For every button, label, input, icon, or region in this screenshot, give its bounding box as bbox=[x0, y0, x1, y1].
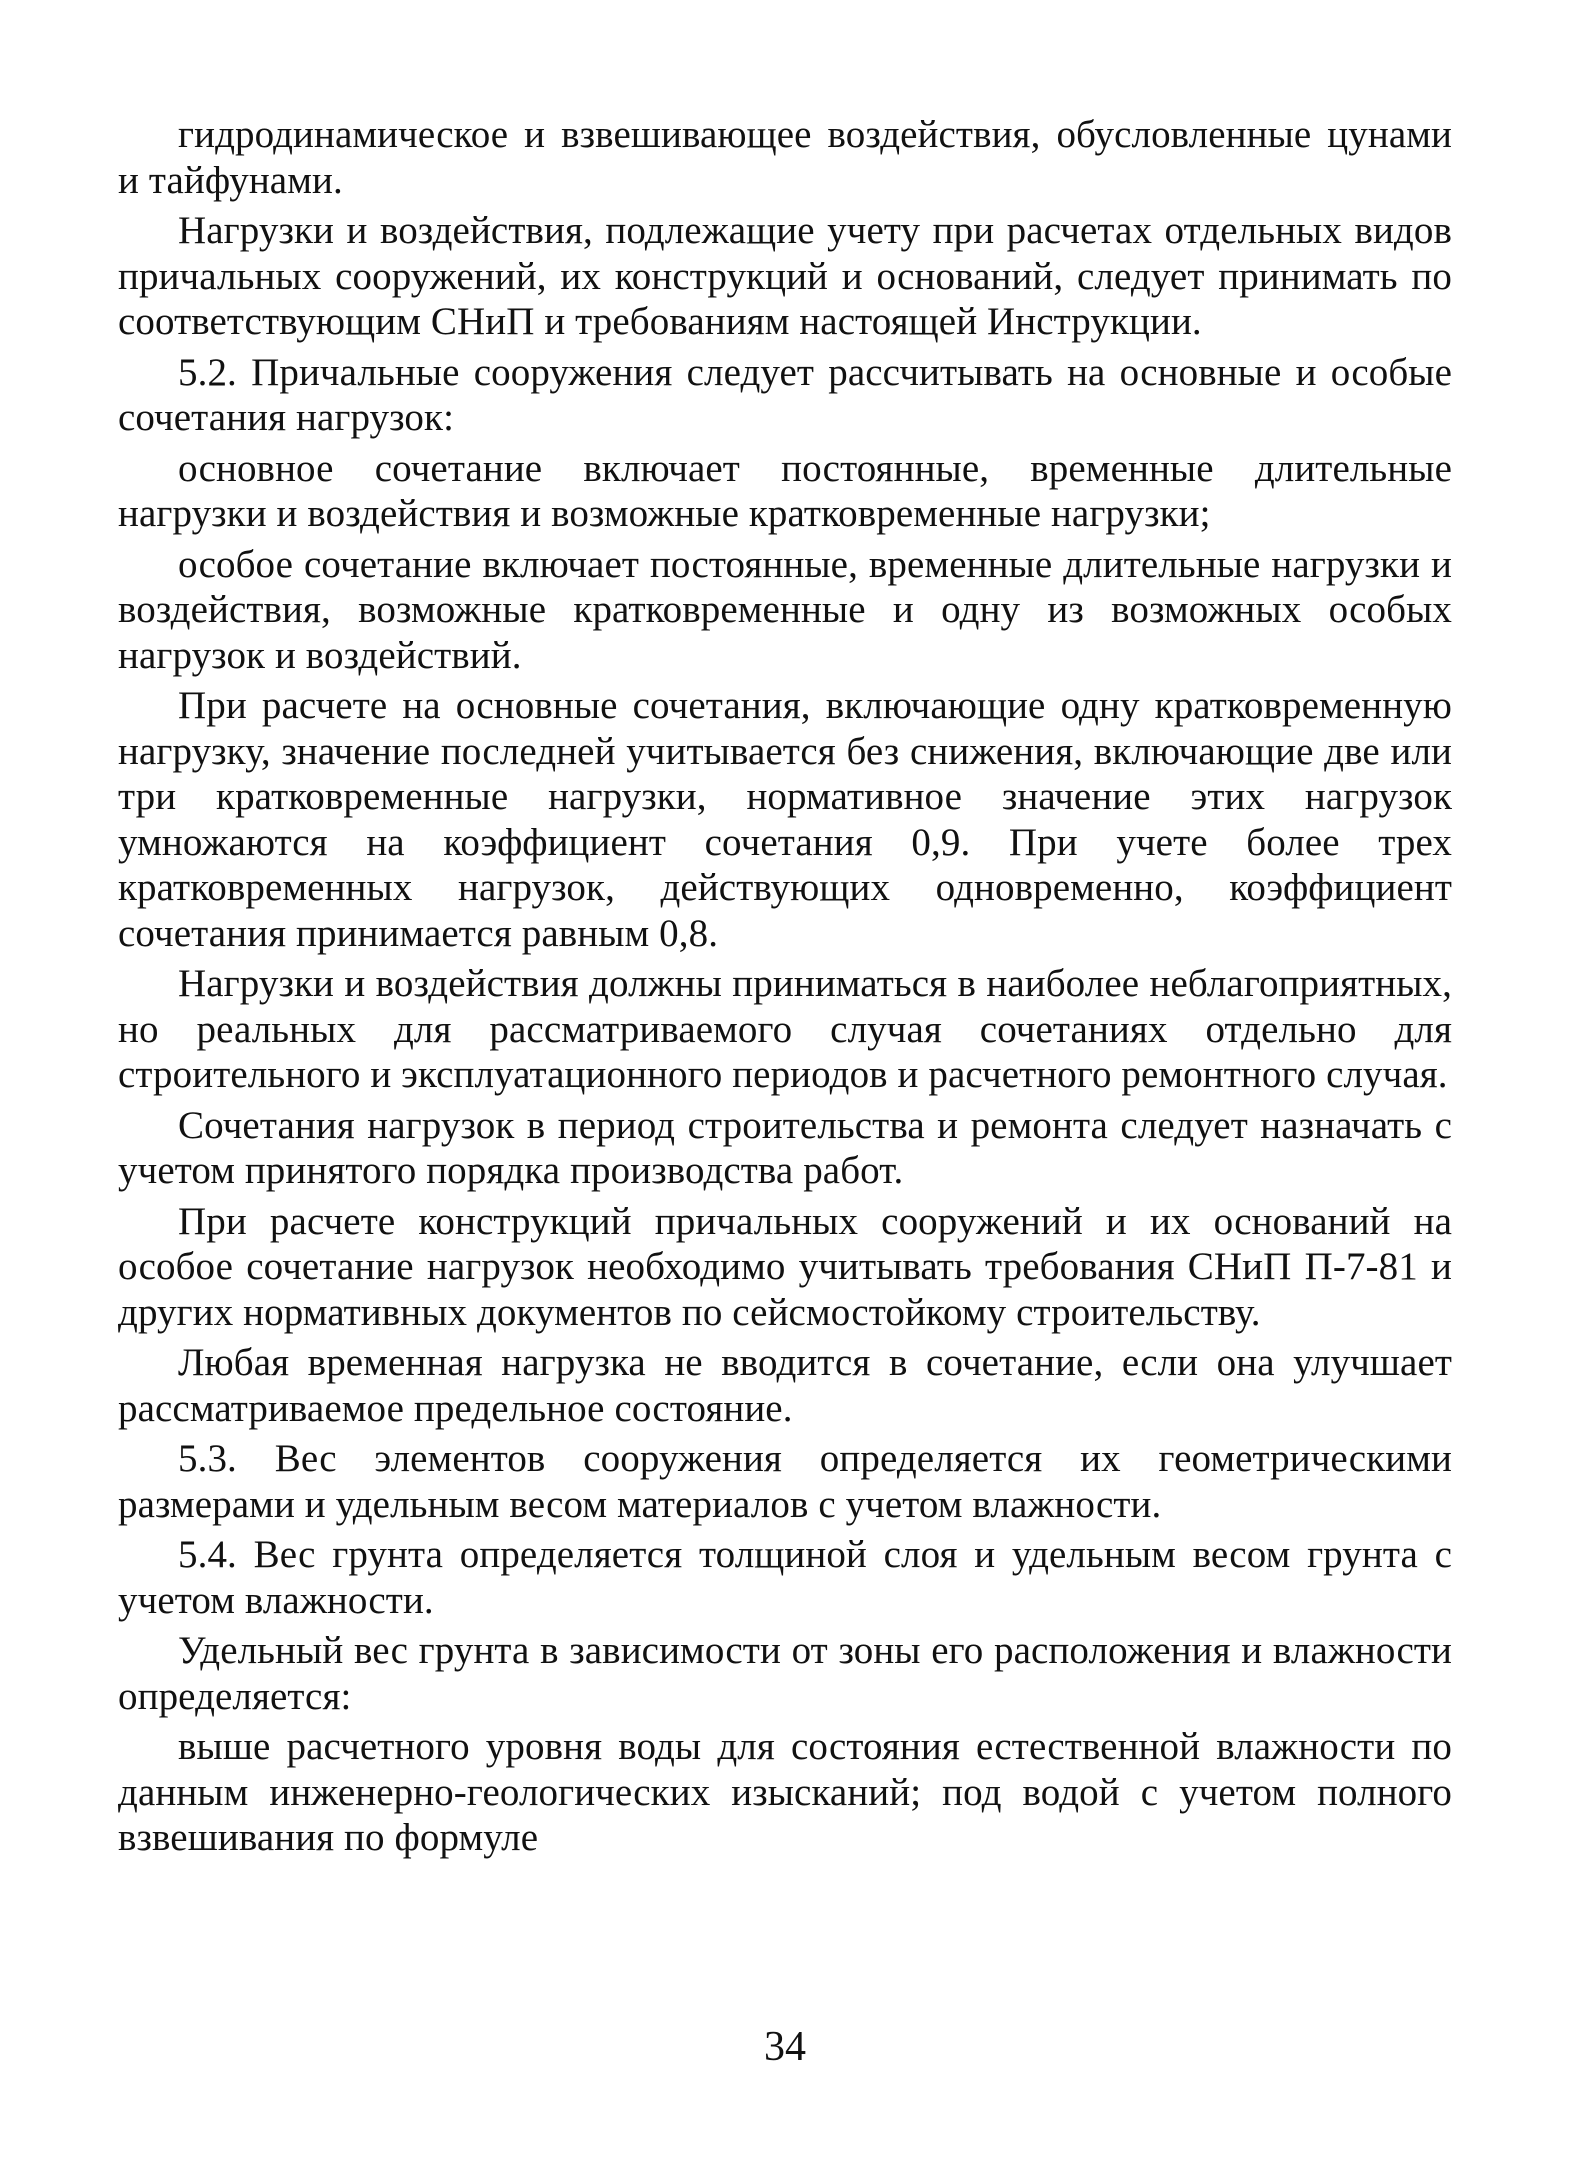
paragraph-13: Удельный вес грунта в зависимости от зоны его расположения и влажности определяется: bbox=[118, 1629, 1452, 1718]
paragraph-5: особое сочетание включает постоянные, временные длительные нагрузки и воздействия, возможные кратковременные и одну из возможных особых нагрузок и воздействий. bbox=[118, 542, 1452, 677]
paragraph-2: Нагрузки и воздействия, подлежащие учету при расчетах отдельных видов причальных сооружений, их конструкций и оснований, следует принимать по соответствующим СНиП и требованиям настоящей Инструкции. bbox=[118, 209, 1452, 343]
paragraph-8: Сочетания нагрузок в период строительства и ремонта следует назначать с учетом принятого порядка производства работ. bbox=[118, 1103, 1452, 1192]
paragraph-3: 5.2. Причальные сооружения следует рассчитывать на основные и особые сочетания нагрузок: bbox=[118, 350, 1452, 439]
paragraph-1: гидродинамическое и взвешивающее воздействия, обусловленные цунами и тайфунами. bbox=[118, 113, 1452, 202]
paragraph-12: 5.4. Вес грунта определяется толщиной слоя и удельным весом грунта с учетом влажности. bbox=[118, 1533, 1452, 1622]
paragraph-7: Нагрузки и воздействия должны приниматься в наиболее неблагоприятных, но реальных для рассматриваемого случая сочетаниях отдельно для строительного и эксплуатационного периодов и расчетного ремонтного случая. bbox=[118, 962, 1452, 1096]
paragraph-11: 5.3. Вес элементов сооружения определяется их геометрическими размерами и удельным весом материалов с учетом влажности. bbox=[118, 1437, 1452, 1526]
page-number: 34 bbox=[764, 2024, 806, 2070]
paragraph-9: При расчете конструкций причальных сооружений и их оснований на особое сочетание нагрузок необходимо учитывать требования СНиП П-7-81 и других нормативных документов по сейсмостойкому строительству. bbox=[118, 1199, 1452, 1334]
paragraph-6: При расчете на основные сочетания, включающие одну кратковременную нагрузку, значение последней учитывается без снижения, включающие две или три кратковременные нагрузки, нормативное значение этих нагрузок умножаются на коэффициент сочетания 0,9. При учете более трех кратковременных нагрузок, действующих одновременно, коэффициент сочетания принимается равным 0,8. bbox=[118, 684, 1452, 955]
document-page bbox=[118, 112, 1452, 1866]
paragraph-4: основное сочетание включает постоянные, временные длительные нагрузки и воздействия и возможные кратковременные нагрузки; bbox=[118, 446, 1452, 535]
paragraph-14: выше расчетного уровня воды для состояния естественной влажности по данным инженерно-геологических изысканий; под водой с учетом полного взвешивания по формуле bbox=[118, 1725, 1452, 1859]
paragraph-10: Любая временная нагрузка не вводится в сочетание, если она улучшает рассматриваемое предельное состояние. bbox=[118, 1341, 1452, 1430]
